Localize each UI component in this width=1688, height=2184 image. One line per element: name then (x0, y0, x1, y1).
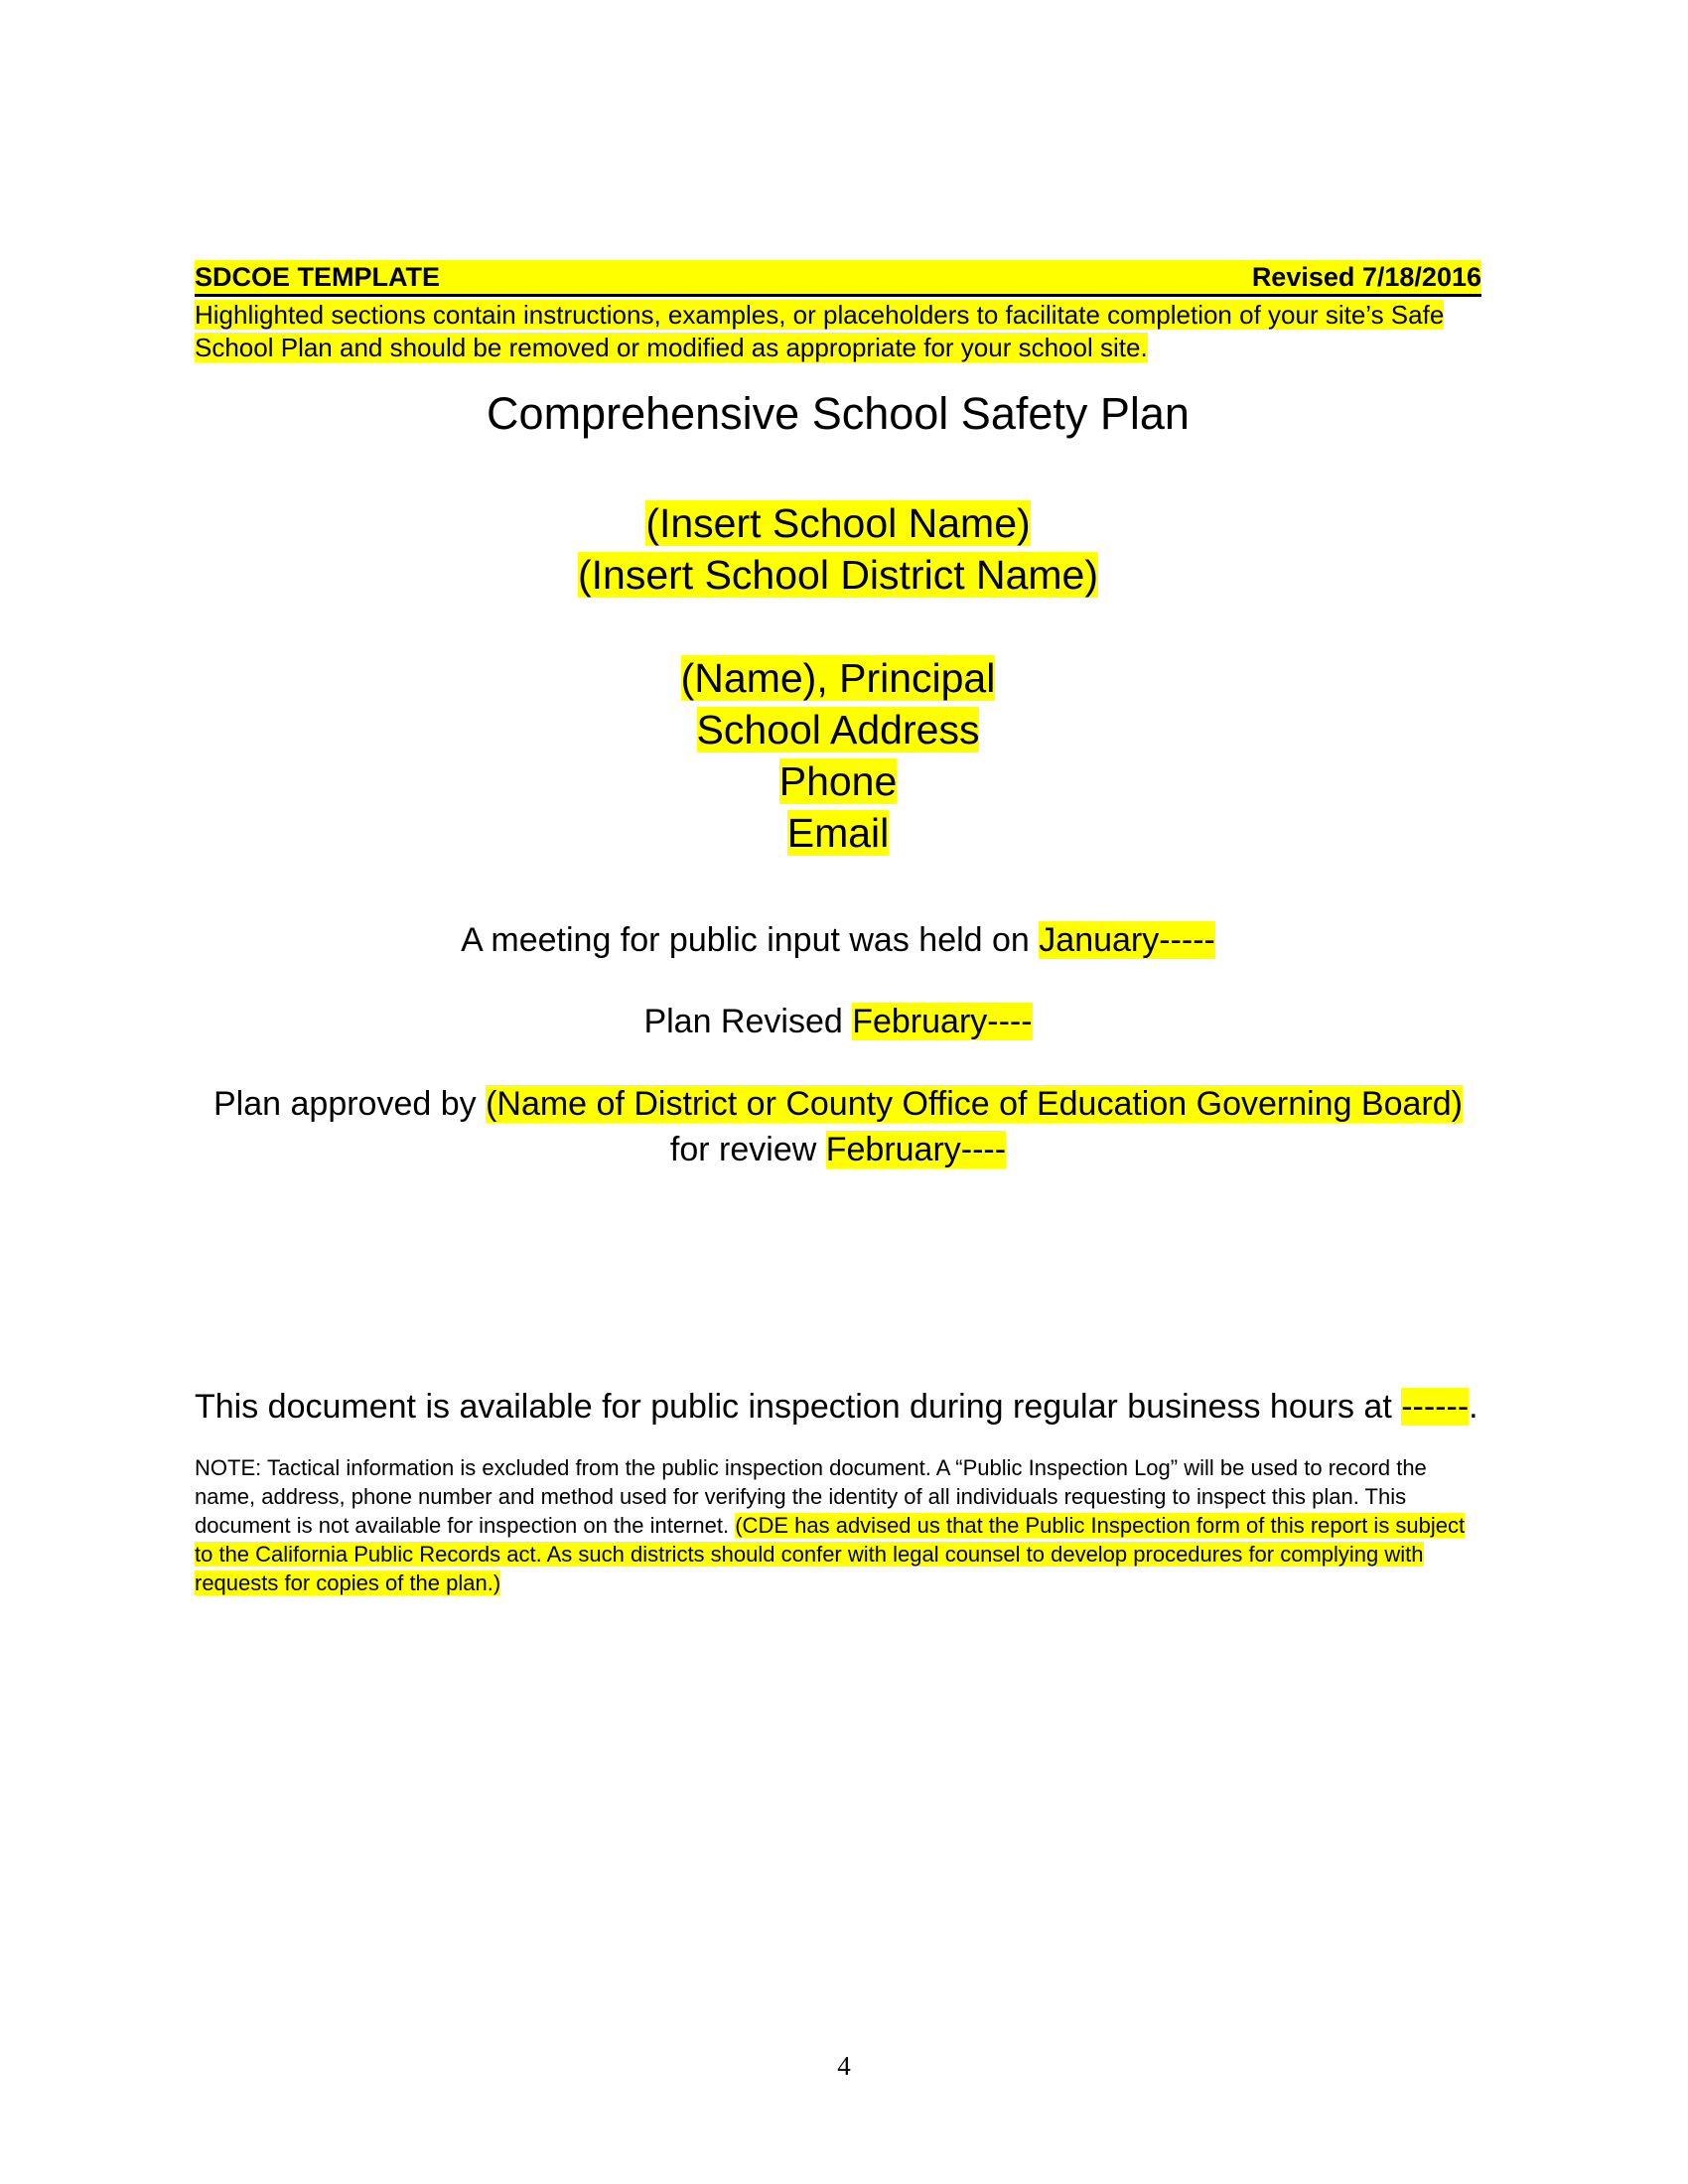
public-inspection-location-placeholder: ------ (1401, 1388, 1470, 1426)
address-line (195, 704, 1481, 755)
principal-placeholder: (Name), Principal (680, 655, 996, 701)
public-input-meeting-line (195, 918, 1481, 962)
plan-approved-date-placeholder: February---- (825, 1131, 1007, 1168)
plan-revised-line (195, 1000, 1481, 1043)
school-identity-block (195, 497, 1481, 601)
template-instructions-text: Highlighted sections contain instructions, examples, or placeholders to facilitate completion of your site’s Safe School Plan and should be removed or modified as appropriate for your school site. (195, 300, 1445, 362)
plan-revised-prefix: Plan Revised (643, 1003, 853, 1040)
school-name-placeholder: (Insert School Name) (645, 500, 1031, 546)
template-header-right-label: Revised 7/18/2016 (1251, 262, 1481, 292)
phone-placeholder: Phone (778, 758, 898, 804)
plan-approved-line (195, 1081, 1481, 1172)
plan-revised-date-placeholder: February---- (852, 1003, 1033, 1040)
public-inspection-note (195, 1453, 1481, 1597)
template-header-left-label: SDCOE TEMPLATE (195, 262, 441, 292)
note-plain-text: NOTE: Tactical information is excluded from the public inspection document. A “Public Inspection Log” will be used to record the name, address, phone number and method used for verifying the identity of all individuals requesting to inspect this plan. This document is not available for inspection on the internet. (195, 1455, 1427, 1538)
school-district-line (195, 549, 1481, 601)
template-header-banner (195, 260, 1481, 297)
school-district-placeholder: (Insert School District Name) (577, 552, 1098, 598)
page-title: Comprehensive School Safety Plan (487, 388, 1190, 439)
school-name-line (195, 497, 1481, 549)
page-content (195, 260, 1481, 1597)
principal-line (195, 652, 1481, 704)
phone-line (195, 755, 1481, 807)
plan-approved-middle: for review (669, 1131, 826, 1168)
address-placeholder: School Address (696, 707, 980, 752)
page-number: 4 (837, 2051, 851, 2081)
public-inspection-statement (195, 1385, 1481, 1430)
note-cde-highlighted-text: (CDE has advised us that the Public Inspection form of this report is subject to the California Public Records act. As such districts should confer with legal counsel to develop procedures for complying with requests for copies of the plan.) (195, 1513, 1466, 1595)
public-input-meeting-prefix: A meeting for public input was held on (461, 921, 1040, 959)
public-inspection-prefix: This document is available for public inspection during regular business hours at (195, 1388, 1402, 1426)
public-input-meeting-date-placeholder: January----- (1039, 921, 1215, 959)
public-inspection-suffix: . (1469, 1388, 1478, 1426)
email-line (195, 807, 1481, 859)
governing-board-placeholder: (Name of District or County Office of Education Governing Board) (486, 1085, 1463, 1123)
contact-block (195, 652, 1481, 859)
template-instructions (195, 299, 1481, 364)
email-placeholder: Email (786, 810, 890, 856)
plan-approved-prefix: Plan approved by (213, 1085, 487, 1123)
